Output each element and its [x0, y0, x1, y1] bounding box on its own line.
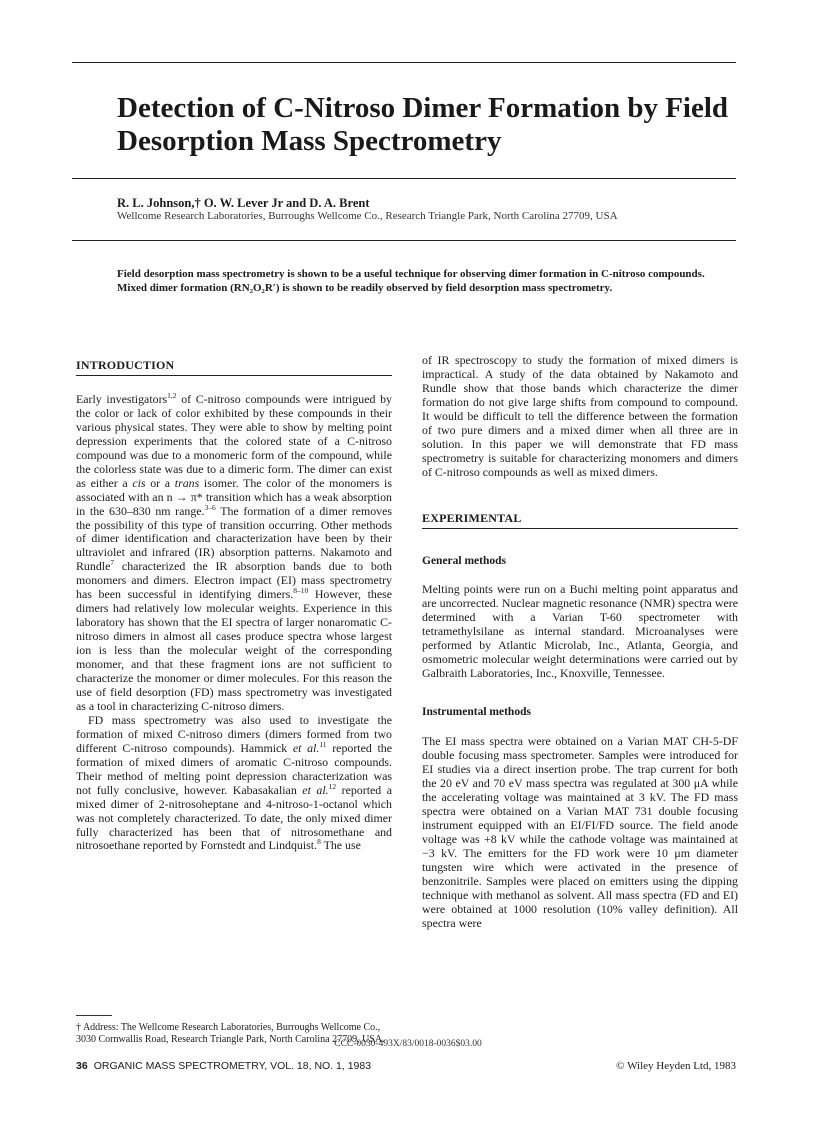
intro-paragraph-2: FD mass spectrometry was also used to investigate the formation of mixed C-nitroso dimers (dimers formed from two different C-nitroso compounds). Hammick et al.$^{11}$ reported the formation of mixed dimers of aromatic C-nitroso compounds. Their method of melting point depression characterization was not fully conclusive, however. Kabasakalian et al.$^{12}$ reported a mixed dimer of 2-nitrosoheptane and 4-nitroso-1-octanol which was not completely characterized. To date, the only mixed dimer fully characterized has been that of nitrosomethane and nitrosoethane reported by Fornstedt and Lindquist.$^8$ The use	[76, 712, 393, 853]
author-list: R. L. Johnson,† O. W. Lever Jr and D. A. Brent	[117, 196, 370, 210]
section-heading-experimental: EXPERIMENTAL	[422, 512, 738, 529]
subheading-instrumental-methods: Instrumental methods	[422, 706, 531, 719]
left-column	[76, 354, 392, 853]
affiliation-rule	[72, 240, 736, 241]
general-methods-paragraph: Melting points were run on a Buchi melting point apparatus and are uncorrected. Nuclear magnetic resonance (NMR) spectra were determined with a Varian T-60 spectrometer with tetramethylsilane as internal standard. Microanalyses were performed by Atlantic Microlab, Inc., Atlanta, Georgia, and osmometric molecular weight determinations were carried out by Galbraith Laboratories, Inc., Knoxville, Tennessee.	[422, 582, 738, 681]
right-column	[422, 354, 738, 930]
footnote-rule	[76, 1015, 112, 1016]
citation: 12	[328, 781, 337, 791]
intro-continued: of IR spectroscopy to study the formation of mixed dimers is impractical. A study of the data obtained by Nakamoto and Rundle show that those bands which characterize the dimer formation do not give large shifts from compound to compound. It would be difficult to tell the difference between the formation of two pure dimers and a mixed dimer when all three are in solution. In this paper we will demonstrate that FD mass spectrometry is suitable for characterizing monomers and dimers of C-nitroso compounds as well as mixed dimers.	[422, 353, 738, 479]
intro-paragraph-1: Early investigators$^{1,2}$ of C-nitroso compounds were intrigued by the color or lack of color exhibited by these compounds in their various physical states. They were able to show by melting point depression experiments that the colored state of a C-nitroso compound was due to a monomeric form of the compound, while the colorless state was due to a dimeric form. The dimer can exist as either a cis or a trans isomer. The color of the monomers is associated with an n → π* transition which has a weak absorption in the 630–830 nm range.$^{3-6}$ The formation of a dimer removes the possibility of this type of transition occurring. Other methods of dimer identification and characterization have been by their ultraviolet and infrared (IR) absorption patterns. Nakamoto and Rundle$^7$ characterized the IR absorption bands due to both monomers and dimers. Electron impact (EI) mass spectrometry has been successful in identifying dimers.$^{8-10}$ However, these dimers had relatively low molecular weights. Experience in this laboratory has shown that the EI spectra of larger nonaromatic C-nitroso dimers in almost all cases produce spectra whose largest ion is less than the molecular weight of the corresponding monomer, and that these fragment ions are not sufficient to characterize the monomer or dimer molecules. For this reason the use of field desorption (FD) mass spectrometry was investigated as a tool in characterizing C-nitroso dimers.	[76, 390, 392, 713]
top-rule	[72, 62, 736, 63]
citation: 7	[110, 558, 115, 568]
citation: 3–6	[204, 502, 216, 512]
citation: 1,2	[167, 390, 177, 400]
affiliation: Wellcome Research Laboratories, Burroughs Wellcome Co., Research Triangle Park, North Carolina 27709, USA	[117, 210, 618, 222]
citation: 8–10	[293, 586, 309, 596]
paper-title: Detection of C-Nitroso Dimer Formation by Field Desorption Mass Spectrometry	[117, 92, 729, 157]
section-heading-introduction: INTRODUCTION	[76, 359, 392, 376]
subheading-general-methods: General methods	[422, 554, 507, 567]
page-number: 36	[76, 1060, 88, 1072]
abstract: Field desorption mass spectrometry is shown to be a useful technique for observing dimer formation in C-nitroso compounds. Mixed dimer formation (RN₂O₂R′) is shown to be readily observed by field desorption mass spectrometry.	[117, 268, 705, 294]
footer-journal	[76, 1060, 371, 1072]
article-code: CCC-0030-493X/83/0018-0036$03.00	[334, 1039, 482, 1049]
footnote: † Address: The Wellcome Research Laboratories, Burroughs Wellcome Co., 3030 Cornwallis Road, Research Triangle Park, North Carolina 27709, USA.	[76, 1022, 385, 1045]
title-rule	[72, 178, 736, 179]
citation: 8	[317, 837, 321, 847]
citation: 11	[319, 739, 327, 749]
instrumental-methods-paragraph: The EI mass spectra were obtained on a Varian MAT CH-5-DF double focusing mass spectrometer. Samples were introduced for EI studies via a direct insertion probe. The trap current for both the 20 eV and 70 eV mass spectra was regulated at 300 μA while the accelerating voltage was maintained at 3 kV. The FD mass spectra were obtained on a Varian MAT 731 double focusing instrument equipped with an EI/FI/FD source. The field anode voltage was +8 kV while the cathode voltage was maintained at −3 kV. The emitters for the FD work were 10 μm diameter tungsten wire which were activated in the presence of benzonitrile. Samples were placed on emitters using the dipping technique with methanol as solvent. All mass spectra (FD and EI) were obtained at 1000 resolution (10% valley definition). All spectra were	[422, 734, 738, 930]
footer-copyright: © Wiley Heyden Ltd, 1983	[616, 1060, 736, 1072]
journal-name: ORGANIC MASS SPECTROMETRY, VOL. 18, NO. 1, 1983	[93, 1060, 372, 1072]
